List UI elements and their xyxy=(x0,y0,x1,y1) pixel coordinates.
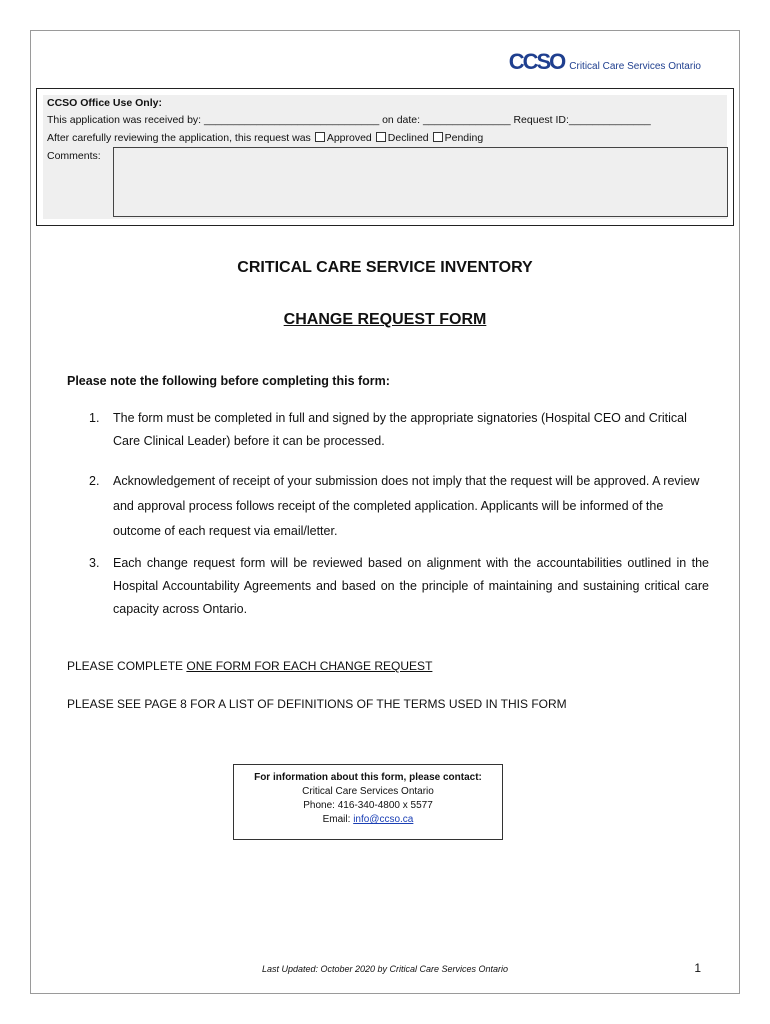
note-number: 2. xyxy=(89,474,100,488)
note-text: Acknowledgement of receipt of your submission does not imply that the request will be approved. A review and approval process follows receipt of the completed application. Applicants will be informed of the outcome of each request via email/letter. xyxy=(113,474,700,538)
pending-checkbox[interactable] xyxy=(433,132,443,142)
note-text: Each change request form will be reviewed based on alignment with the accountabilities outlined in the Hospital Accountability Agreements and based on the principle of maintaining and sustaining critical care capacity across Ontario. xyxy=(113,556,709,616)
form-main-title: CRITICAL CARE SERVICE INVENTORY xyxy=(237,259,533,276)
contact-phone: Phone: 416-340-4800 x 5577 xyxy=(303,800,433,811)
note-number: 1. xyxy=(89,411,100,425)
document-page xyxy=(30,30,740,994)
review-text: After carefully reviewing the application, this request was xyxy=(47,132,311,144)
approved-label: Approved xyxy=(326,132,372,144)
contact-org: Critical Care Services Ontario xyxy=(302,786,434,797)
pending-label: Pending xyxy=(444,132,484,144)
contact-heading: For information about this form, please contact: xyxy=(254,772,482,783)
definitions-instruction: PLEASE SEE PAGE 8 FOR A LIST OF DEFINITIONS OF THE TERMS USED IN THIS FORM xyxy=(67,697,567,711)
logo-mark: CCSO xyxy=(508,49,565,74)
email-label: Email: xyxy=(322,814,354,825)
declined-checkbox[interactable] xyxy=(376,132,386,142)
note-item xyxy=(89,407,709,453)
logo-subtitle: Critical Care Services Ontario xyxy=(569,61,701,72)
ccso-logo xyxy=(509,49,701,75)
note-item xyxy=(89,469,709,544)
form-sub-title: CHANGE REQUEST FORM xyxy=(283,311,487,328)
office-use-title: CCSO Office Use Only: xyxy=(47,97,162,109)
email-link[interactable]: info@ccso.ca xyxy=(353,814,414,825)
note-number: 3. xyxy=(89,556,100,570)
office-use-box xyxy=(36,88,734,226)
page-number: 1 xyxy=(694,961,701,975)
comments-label: Comments: xyxy=(47,150,101,162)
approved-checkbox[interactable] xyxy=(315,132,325,142)
comments-field[interactable] xyxy=(113,147,728,217)
office-use-panel xyxy=(43,95,727,219)
note-text: The form must be completed in full and signed by the appropriate signatories (Hospital CEO and Critical Care Clinical Leader) before it can be processed. xyxy=(113,411,687,448)
review-status-line xyxy=(47,132,483,144)
note-item xyxy=(89,552,709,621)
instruction-prefix: PLEASE COMPLETE xyxy=(67,659,187,673)
instruction-underlined: ONE FORM FOR EACH CHANGE REQUEST xyxy=(186,659,433,673)
declined-label: Declined xyxy=(387,132,429,144)
contact-email-line xyxy=(234,813,502,827)
contact-box xyxy=(233,764,503,840)
one-form-instruction xyxy=(67,659,432,673)
received-by-line[interactable]: This application was received by: ______________________________ on date: _______________ Request ID:______________ xyxy=(47,114,651,126)
notes-heading: Please note the following before completing this form: xyxy=(67,374,390,388)
footer-updated: Last Updated: October 2020 by Critical Care Services Ontario xyxy=(261,964,509,974)
